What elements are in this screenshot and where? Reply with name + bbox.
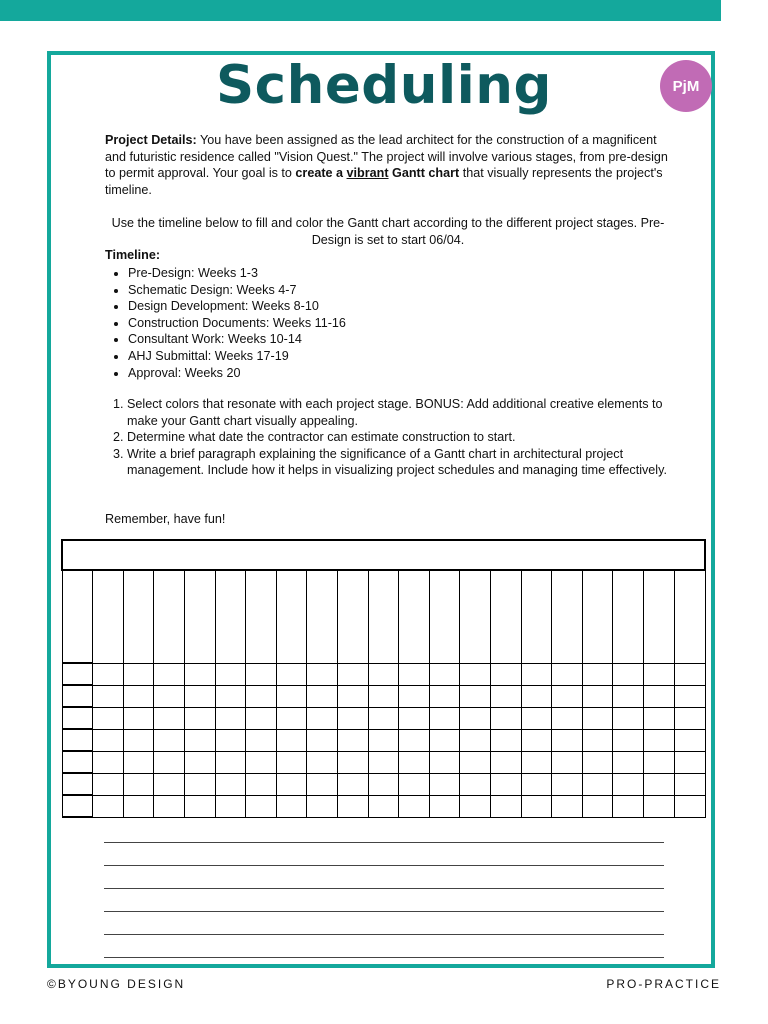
gantt-week-cell[interactable] (521, 685, 552, 707)
gantt-week-header-cell[interactable] (154, 570, 185, 663)
gantt-week-cell[interactable] (93, 773, 124, 795)
gantt-row (62, 729, 705, 751)
gantt-week-cell[interactable] (368, 663, 399, 685)
gantt-week-cell[interactable] (307, 729, 338, 751)
gantt-week-cell[interactable] (337, 685, 368, 707)
gantt-week-cell[interactable] (368, 685, 399, 707)
gantt-week-cell[interactable] (644, 707, 675, 729)
gantt-week-cell[interactable] (154, 773, 185, 795)
gantt-week-cell[interactable] (337, 751, 368, 773)
gantt-week-header-cell[interactable] (184, 570, 215, 663)
gantt-week-cell[interactable] (337, 773, 368, 795)
gantt-week-cell[interactable] (613, 663, 644, 685)
project-goal-vibrant: vibrant (346, 166, 389, 180)
gantt-week-cell[interactable] (429, 685, 460, 707)
gantt-week-cell[interactable] (552, 795, 583, 817)
gantt-week-header-cell[interactable] (552, 570, 583, 663)
gantt-week-cell[interactable] (215, 707, 246, 729)
footer-series: PRO-PRACTICE (606, 977, 721, 991)
gantt-week-header-cell[interactable] (276, 570, 307, 663)
gantt-week-cell[interactable] (154, 685, 185, 707)
gantt-week-cell[interactable] (337, 663, 368, 685)
gantt-week-cell[interactable] (399, 707, 430, 729)
gantt-week-cell[interactable] (276, 773, 307, 795)
gantt-week-cell[interactable] (123, 707, 154, 729)
gantt-week-cell[interactable] (674, 663, 705, 685)
gantt-row (62, 795, 705, 817)
gantt-week-cell[interactable] (215, 751, 246, 773)
gantt-week-cell[interactable] (276, 685, 307, 707)
gantt-week-cell[interactable] (337, 707, 368, 729)
gantt-stage-cell[interactable] (62, 707, 93, 729)
gantt-week-cell[interactable] (246, 795, 277, 817)
gantt-week-cell[interactable] (491, 773, 522, 795)
gantt-week-header-cell[interactable] (215, 570, 246, 663)
gantt-week-cell[interactable] (93, 729, 124, 751)
gantt-week-cell[interactable] (429, 663, 460, 685)
project-goal-bold: create a (295, 166, 347, 180)
gantt-week-cell[interactable] (613, 751, 644, 773)
gantt-row (62, 685, 705, 707)
writing-line (104, 865, 664, 866)
gantt-week-cell[interactable] (276, 663, 307, 685)
gantt-week-cell[interactable] (215, 685, 246, 707)
gantt-week-cell[interactable] (429, 729, 460, 751)
gantt-week-cell[interactable] (399, 751, 430, 773)
gantt-week-cell[interactable] (215, 795, 246, 817)
gantt-week-cell[interactable] (674, 685, 705, 707)
gantt-week-cell[interactable] (246, 663, 277, 685)
gantt-week-cell[interactable] (644, 773, 675, 795)
gantt-week-cell[interactable] (307, 685, 338, 707)
gantt-week-cell[interactable] (644, 795, 675, 817)
gantt-week-cell[interactable] (521, 707, 552, 729)
gantt-week-cell[interactable] (123, 663, 154, 685)
gantt-week-cell[interactable] (276, 729, 307, 751)
gantt-week-cell[interactable] (307, 795, 338, 817)
gantt-week-cell[interactable] (552, 773, 583, 795)
gantt-week-cell[interactable] (123, 795, 154, 817)
gantt-week-header-cell[interactable] (307, 570, 338, 663)
timeline-item: • Consultant Work: Weeks 10-14 (128, 331, 346, 348)
gantt-week-cell[interactable] (93, 795, 124, 817)
gantt-week-cell[interactable] (154, 663, 185, 685)
timeline-item: • Construction Documents: Weeks 11-16 (128, 315, 346, 332)
writing-line (104, 888, 664, 889)
gantt-week-cell[interactable] (368, 795, 399, 817)
project-details-label: Project Details: (105, 133, 197, 147)
gantt-week-cell[interactable] (460, 685, 491, 707)
gantt-week-header-cell[interactable] (368, 570, 399, 663)
gantt-week-cell[interactable] (276, 795, 307, 817)
gantt-week-cell[interactable] (460, 707, 491, 729)
gantt-week-cell[interactable] (337, 795, 368, 817)
timeline-item: • Pre-Design: Weeks 1-3 (128, 265, 346, 282)
gantt-week-cell[interactable] (429, 773, 460, 795)
gantt-week-cell[interactable] (246, 685, 277, 707)
gantt-week-cell[interactable] (582, 663, 613, 685)
gantt-week-cell[interactable] (552, 685, 583, 707)
gantt-week-cell[interactable] (154, 795, 185, 817)
timeline-heading: Timeline: (105, 248, 161, 262)
pjm-badge: PjM (660, 60, 712, 112)
gantt-stage-cell[interactable] (62, 751, 93, 773)
gantt-week-cell[interactable] (582, 795, 613, 817)
gantt-week-header-cell[interactable] (93, 570, 124, 663)
gantt-week-cell[interactable] (521, 773, 552, 795)
gantt-week-cell[interactable] (674, 707, 705, 729)
gantt-week-cell[interactable] (613, 773, 644, 795)
gantt-week-cell[interactable] (521, 729, 552, 751)
gantt-row (62, 663, 705, 685)
page-title: Scheduling (216, 55, 552, 116)
gantt-week-cell[interactable] (184, 729, 215, 751)
gantt-week-cell[interactable] (368, 729, 399, 751)
gantt-week-header-cell[interactable] (644, 570, 675, 663)
writing-line (104, 842, 664, 843)
gantt-week-cell[interactable] (399, 685, 430, 707)
gantt-row (62, 773, 705, 795)
gantt-week-cell[interactable] (674, 773, 705, 795)
gantt-week-cell[interactable] (674, 729, 705, 751)
writing-line (104, 934, 664, 935)
gantt-week-cell[interactable] (184, 663, 215, 685)
gantt-week-cell[interactable] (491, 795, 522, 817)
gantt-week-cell[interactable] (460, 773, 491, 795)
gantt-week-cell[interactable] (429, 751, 460, 773)
gantt-week-cell[interactable] (399, 663, 430, 685)
project-details-text: You have been assigned as the lead architect for the construction of a magnificent and futuristic residence called "Vision Quest." The project will involve various stages, from pre-design to permit approval. Your goal is to (105, 133, 668, 180)
gantt-week-cell[interactable] (521, 751, 552, 773)
gantt-stage-cell[interactable] (62, 685, 93, 707)
gantt-week-header-cell[interactable] (521, 570, 552, 663)
gantt-week-cell[interactable] (491, 729, 522, 751)
timeline-item: • Approval: Weeks 20 (128, 365, 346, 382)
step-item: 1. Select colors that resonate with each project stage. BONUS: Add additional creative elements to make your Gantt chart visually appealing. (127, 396, 687, 429)
gantt-week-cell[interactable] (644, 729, 675, 751)
gantt-week-cell[interactable] (93, 751, 124, 773)
gantt-week-cell[interactable] (491, 685, 522, 707)
gantt-week-header-cell[interactable] (613, 570, 644, 663)
gantt-stage-cell[interactable] (62, 795, 93, 817)
gantt-week-cell[interactable] (399, 729, 430, 751)
project-details (105, 132, 675, 198)
writing-line (104, 957, 664, 958)
instruction-text: Use the timeline below to fill and color the Gantt chart according to the different project stages. Pre-Design is set to start 06/04. (111, 216, 665, 247)
gantt-week-cell[interactable] (123, 729, 154, 751)
gantt-week-cell[interactable] (337, 729, 368, 751)
gantt-stage-cell[interactable] (62, 729, 93, 751)
gantt-week-cell[interactable] (582, 685, 613, 707)
gantt-week-cell[interactable] (154, 751, 185, 773)
footer-copyright: ©BYOUNG DESIGN (47, 977, 186, 991)
gantt-week-cell[interactable] (184, 707, 215, 729)
writing-line (104, 911, 664, 912)
gantt-week-header-cell[interactable] (491, 570, 522, 663)
gantt-week-cell[interactable] (276, 707, 307, 729)
gantt-week-header-cell[interactable] (246, 570, 277, 663)
gantt-week-cell[interactable] (460, 795, 491, 817)
steps-list (105, 396, 687, 479)
gantt-week-cell[interactable] (552, 707, 583, 729)
gantt-week-cell[interactable] (491, 751, 522, 773)
gantt-week-cell[interactable] (521, 795, 552, 817)
gantt-week-cell[interactable] (429, 707, 460, 729)
gantt-week-cell[interactable] (93, 663, 124, 685)
gantt-week-cell[interactable] (246, 729, 277, 751)
timeline-item: • AHJ Submittal: Weeks 17-19 (128, 348, 346, 365)
gantt-week-cell[interactable] (307, 751, 338, 773)
gantt-stage-cell[interactable] (62, 663, 93, 685)
project-goal-gantt: Gantt chart (392, 166, 460, 180)
gantt-week-cell[interactable] (307, 707, 338, 729)
gantt-week-cell[interactable] (154, 707, 185, 729)
gantt-week-cell[interactable] (215, 729, 246, 751)
gantt-week-cell[interactable] (184, 795, 215, 817)
gantt-week-cell[interactable] (368, 773, 399, 795)
gantt-week-cell[interactable] (491, 663, 522, 685)
gantt-week-header-cell[interactable] (460, 570, 491, 663)
gantt-stage-cell[interactable] (62, 773, 93, 795)
gantt-week-cell[interactable] (368, 707, 399, 729)
remember-text: Remember, have fun! (105, 512, 226, 526)
gantt-week-cell[interactable] (123, 751, 154, 773)
timeline-item: • Design Development: Weeks 8-10 (128, 298, 346, 315)
gantt-week-cell[interactable] (246, 751, 277, 773)
gantt-week-header-cell[interactable] (429, 570, 460, 663)
gantt-week-cell[interactable] (582, 729, 613, 751)
gantt-week-cell[interactable] (460, 751, 491, 773)
project-details-end: that visually represents the project's timeline. (105, 166, 663, 197)
gantt-week-cell[interactable] (123, 773, 154, 795)
gantt-week-cell[interactable] (307, 773, 338, 795)
gantt-week-cell[interactable] (644, 685, 675, 707)
gantt-week-cell[interactable] (123, 685, 154, 707)
gantt-week-cell[interactable] (399, 795, 430, 817)
gantt-week-cell[interactable] (613, 795, 644, 817)
gantt-week-cell[interactable] (552, 729, 583, 751)
gantt-week-cell[interactable] (184, 685, 215, 707)
gantt-title-cell[interactable] (62, 540, 705, 570)
gantt-week-cell[interactable] (644, 751, 675, 773)
gantt-week-cell[interactable] (246, 707, 277, 729)
gantt-week-cell[interactable] (93, 707, 124, 729)
gantt-week-cell[interactable] (246, 773, 277, 795)
gantt-week-cell[interactable] (215, 663, 246, 685)
gantt-week-cell[interactable] (460, 729, 491, 751)
top-accent-bar (0, 0, 721, 21)
gantt-week-header-cell[interactable] (337, 570, 368, 663)
gantt-week-cell[interactable] (613, 685, 644, 707)
gantt-week-cell[interactable] (613, 729, 644, 751)
step-item: 3. Write a brief paragraph explaining the significance of a Gantt chart in architectural project management. Include how it helps in visualizing project schedules and managing time effectively. (127, 446, 687, 479)
gantt-chart-table (61, 539, 706, 818)
gantt-row (62, 751, 705, 773)
gantt-week-cell[interactable] (368, 751, 399, 773)
gantt-week-cell[interactable] (460, 663, 491, 685)
timeline-list (105, 265, 346, 381)
gantt-week-cell[interactable] (613, 707, 644, 729)
gantt-week-cell[interactable] (582, 751, 613, 773)
gantt-week-header-cell[interactable] (582, 570, 613, 663)
gantt-week-cell[interactable] (552, 663, 583, 685)
gantt-week-cell[interactable] (552, 751, 583, 773)
gantt-week-cell[interactable] (93, 685, 124, 707)
gantt-week-cell[interactable] (276, 751, 307, 773)
step-item: 2. Determine what date the contractor can estimate construction to start. (127, 429, 687, 446)
gantt-week-cell[interactable] (184, 751, 215, 773)
gantt-week-header-cell[interactable] (123, 570, 154, 663)
gantt-week-cell[interactable] (307, 663, 338, 685)
gantt-week-cell[interactable] (154, 729, 185, 751)
timeline-item: • Schematic Design: Weeks 4-7 (128, 282, 346, 299)
gantt-stage-header-cell[interactable] (62, 570, 93, 663)
gantt-week-cell[interactable] (429, 795, 460, 817)
gantt-week-cell[interactable] (582, 707, 613, 729)
gantt-week-cell[interactable] (521, 663, 552, 685)
gantt-week-header-cell[interactable] (674, 570, 705, 663)
gantt-week-header-cell[interactable] (399, 570, 430, 663)
gantt-week-cell[interactable] (582, 773, 613, 795)
gantt-week-cell[interactable] (399, 773, 430, 795)
gantt-week-cell[interactable] (644, 663, 675, 685)
gantt-week-cell[interactable] (674, 751, 705, 773)
gantt-week-cell[interactable] (674, 795, 705, 817)
gantt-row (62, 707, 705, 729)
gantt-week-cell[interactable] (491, 707, 522, 729)
gantt-week-cell[interactable] (215, 773, 246, 795)
gantt-week-cell[interactable] (184, 773, 215, 795)
